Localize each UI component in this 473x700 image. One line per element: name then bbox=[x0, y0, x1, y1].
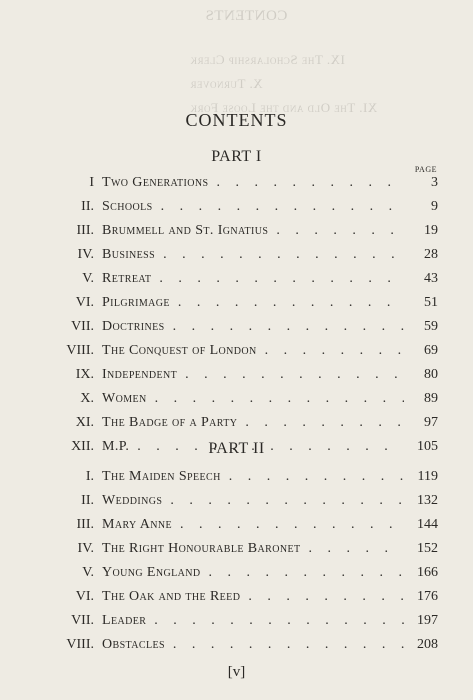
dot-leader bbox=[162, 493, 404, 509]
page-number: 43 bbox=[424, 271, 438, 286]
chapter-title: Leader bbox=[102, 613, 147, 628]
page-column-label: PAGE bbox=[414, 165, 437, 174]
dot-leader bbox=[172, 517, 404, 533]
dot-leader bbox=[155, 247, 404, 263]
chapter-title: The Oak and the Reed bbox=[102, 589, 241, 604]
page-number: 59 bbox=[424, 319, 438, 334]
chapter-title: M.P. bbox=[102, 439, 130, 454]
toc-entry[interactable] bbox=[62, 199, 438, 219]
chapter-title: Weddings bbox=[102, 493, 163, 508]
chapter-title: Independent bbox=[102, 367, 178, 382]
chapter-number: VI. bbox=[75, 589, 94, 604]
page-number: 97 bbox=[424, 415, 438, 430]
folio-page-number: [v] bbox=[227, 664, 246, 680]
dot-leader bbox=[209, 175, 405, 191]
page-number: 132 bbox=[417, 493, 438, 508]
dot-leader bbox=[151, 271, 404, 287]
chapter-number: I. bbox=[85, 469, 94, 484]
toc-entry[interactable] bbox=[62, 469, 438, 489]
page-number: 152 bbox=[417, 541, 438, 556]
chapter-number: XI. bbox=[75, 415, 94, 430]
chapter-number: V. bbox=[82, 565, 94, 580]
chapter-title: The Maiden Speech bbox=[102, 469, 221, 484]
page-number: 69 bbox=[424, 343, 438, 358]
page-number: 51 bbox=[424, 295, 438, 310]
chapter-number: VII. bbox=[71, 319, 94, 334]
chapter-title: Obstacles bbox=[102, 637, 165, 652]
chapter-number: V. bbox=[82, 271, 94, 286]
chapter-title: Doctrines bbox=[102, 319, 165, 334]
chapter-number: VIII. bbox=[66, 637, 94, 652]
page-number: 197 bbox=[417, 613, 438, 628]
chapter-number: III. bbox=[76, 223, 94, 238]
toc-entry[interactable] bbox=[62, 247, 438, 267]
dot-leader bbox=[153, 199, 404, 215]
dot-leader bbox=[300, 541, 404, 557]
chapter-number: VI. bbox=[75, 295, 94, 310]
chapter-number: VIII. bbox=[66, 343, 94, 358]
chapter-number: IX. bbox=[75, 367, 94, 382]
dot-leader bbox=[147, 391, 404, 407]
chapter-number: II. bbox=[81, 199, 94, 214]
page-number: 119 bbox=[417, 469, 438, 484]
dot-leader bbox=[165, 637, 404, 653]
chapter-title: Business bbox=[102, 247, 156, 262]
toc-entry[interactable] bbox=[62, 295, 438, 315]
toc-entry[interactable] bbox=[62, 175, 438, 195]
page-number: 89 bbox=[424, 391, 438, 406]
chapter-number: I bbox=[89, 175, 94, 190]
chapter-title: Young England bbox=[102, 565, 201, 580]
toc-entry[interactable] bbox=[62, 271, 438, 291]
chapter-number: IV. bbox=[77, 541, 94, 556]
toc-entry[interactable] bbox=[62, 637, 438, 657]
dot-leader bbox=[268, 223, 404, 239]
chapter-number: IV. bbox=[77, 247, 94, 262]
page-number: 80 bbox=[424, 367, 438, 382]
toc-entry[interactable] bbox=[62, 613, 438, 633]
toc-entry[interactable] bbox=[62, 565, 438, 585]
dot-leader bbox=[200, 565, 404, 581]
chapter-title: Brummell and St. Ignatius bbox=[102, 223, 269, 238]
dot-leader bbox=[177, 367, 404, 383]
dot-leader bbox=[221, 469, 404, 485]
chapter-title: Two Generations bbox=[102, 175, 209, 190]
page-number: 28 bbox=[424, 247, 438, 262]
chapter-title: Pilgrimage bbox=[102, 295, 170, 310]
page-number: 166 bbox=[417, 565, 438, 580]
toc-entry[interactable] bbox=[62, 223, 438, 243]
dot-leader bbox=[237, 415, 404, 431]
dot-leader bbox=[240, 589, 404, 605]
toc-entry[interactable] bbox=[62, 343, 438, 363]
chapter-title: Schools bbox=[102, 199, 153, 214]
chapter-number: X. bbox=[80, 391, 94, 406]
chapter-title: The Right Honourable Baronet bbox=[102, 541, 301, 556]
dot-leader bbox=[257, 343, 404, 359]
contents-heading: CONTENTS bbox=[185, 110, 288, 130]
dot-leader bbox=[146, 613, 404, 629]
chapter-title: Mary Anne bbox=[102, 517, 172, 532]
page-number: 144 bbox=[417, 517, 438, 532]
dot-leader bbox=[165, 319, 404, 335]
chapter-number: XII. bbox=[71, 439, 94, 454]
toc-entry[interactable] bbox=[62, 493, 438, 513]
show-through-text: CONTENTS IX. The Scholarship Clerk X. Turnover XI. The Old and the Loose Fork bbox=[190, 8, 378, 115]
page-number: 19 bbox=[424, 223, 438, 238]
chapter-title: The Conquest of London bbox=[102, 343, 257, 358]
toc-entry[interactable] bbox=[62, 415, 438, 435]
toc-entry[interactable] bbox=[62, 319, 438, 339]
chapter-title: Retreat bbox=[102, 271, 152, 286]
toc-entry[interactable] bbox=[62, 517, 438, 537]
chapter-title: Women bbox=[102, 391, 147, 406]
chapter-title: The Badge of a Party bbox=[102, 415, 238, 430]
dot-leader bbox=[170, 295, 404, 311]
page-number: 208 bbox=[417, 637, 438, 652]
toc-entry[interactable] bbox=[62, 391, 438, 411]
part-1-title: PART I bbox=[211, 148, 262, 165]
chapter-number: II. bbox=[81, 493, 94, 508]
page-number: 176 bbox=[417, 589, 438, 604]
page-number: 3 bbox=[431, 175, 438, 190]
toc-entry[interactable] bbox=[62, 589, 438, 609]
page-number: 9 bbox=[431, 199, 438, 214]
part-2-title: PART II bbox=[208, 440, 265, 457]
toc-entry[interactable] bbox=[62, 541, 438, 561]
chapter-number: VII. bbox=[71, 613, 94, 628]
chapter-number: III. bbox=[76, 517, 94, 532]
toc-entry[interactable] bbox=[62, 367, 438, 387]
page-number: 105 bbox=[417, 439, 438, 454]
